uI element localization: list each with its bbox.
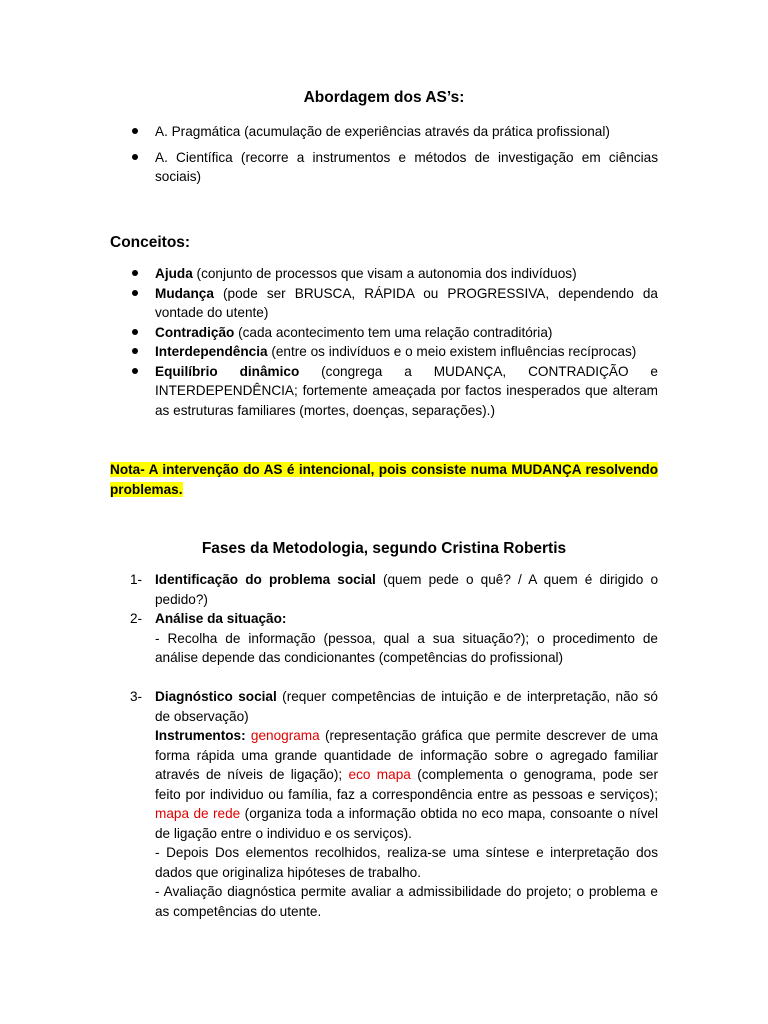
list-item: 2- Análise da situação: - Recolha de informação (pessoa, qual a sua situação?); o procedimento de análise depende das condicionantes (competências do profissional) [130, 611, 658, 665]
list-item: Equilíbrio dinâmico (congrega a MUDANÇA, CONTRADIÇÃO e INTERDEPENDÊNCIA; fortemente ameaçada por factos inesperados que alteram as estruturas familiares (mortes, doenças, separações).) [110, 362, 658, 421]
list-item: A. Científica (recorre a instrumentos e métodos de investigação em ciências sociais) [110, 148, 658, 187]
abordagem-list-block [110, 122, 658, 193]
section-title-conceitos: Conceitos: [110, 234, 191, 251]
genograma-term: genograma [250, 728, 320, 743]
bullet-icon [132, 270, 138, 276]
mapa-de-rede-term: mapa de rede [155, 806, 241, 821]
highlighted-note: Nota- A intervenção do AS é intencional, pois consiste numa MUDANÇA resolvendo problemas. [110, 462, 658, 497]
bullet-icon [132, 368, 138, 374]
fases-list-block [110, 570, 658, 921]
list-item: 3- Diagnóstico social (requer competências de intuição e de interpretação, não só de observação) Instrumentos: genograma (representação gráfica que permite descrever de uma forma rápida uma grande quantidade de informação sobre o agregado familiar através de níveis de ligação); eco mapa (complementa o genograma, pode ser feito por individuo ou família, faz a correspondência entre as pessoas e serviços); mapa de rede (organiza toda a informação obtida no eco mapa, consoante o nível de ligação entre o individuo e os serviços). - Depois Dos elementos recolhidos, realiza-se uma síntese e interpretação dos dados que originaliza hipóteses de trabalho. - Avaliação diagnóstica permite avaliar a admissibilidade do projeto; o problema e as competências do utente. [130, 689, 659, 919]
list-item: Interdependência (entre os indivíduos e o meio existem influências recíprocas) [110, 342, 658, 362]
spacer [110, 668, 658, 688]
conceitos-list-block [110, 264, 658, 420]
section-title-fases: Fases da Metodologia, segundo Cristina Robertis [201, 540, 567, 557]
list-number: 1- [130, 572, 143, 587]
list-item: Ajuda (conjunto de processos que visam a autonomia dos indivíduos) [110, 264, 658, 284]
list-item: 1- Identificação do problema social (quem pede o quê? / A quem é dirigido o pedido?) [130, 572, 658, 607]
list-number: 3- [130, 689, 143, 704]
list-item: Contradição (cada acontecimento tem uma relação contraditória) [110, 323, 658, 343]
abordagem-list [110, 122, 658, 187]
eco-mapa-term: eco mapa [348, 767, 411, 782]
conceitos-list [110, 264, 658, 420]
bullet-icon [132, 290, 138, 296]
list-item: A. Pragmática (acumulação de experiências através da prática profissional) [110, 122, 658, 142]
bullet-icon [132, 128, 138, 134]
bullet-icon [132, 154, 138, 160]
list-item: Mudança (pode ser BRUSCA, RÁPIDA ou PROGRESSIVA, dependendo da vontade do utente) [110, 284, 658, 323]
bullet-icon [132, 348, 138, 354]
note-paragraph [110, 460, 658, 499]
section-title-abordagem: Abordagem dos AS’s: [303, 89, 465, 106]
list-number: 2- [130, 611, 143, 626]
bullet-icon [132, 329, 138, 335]
fases-list [110, 570, 658, 921]
